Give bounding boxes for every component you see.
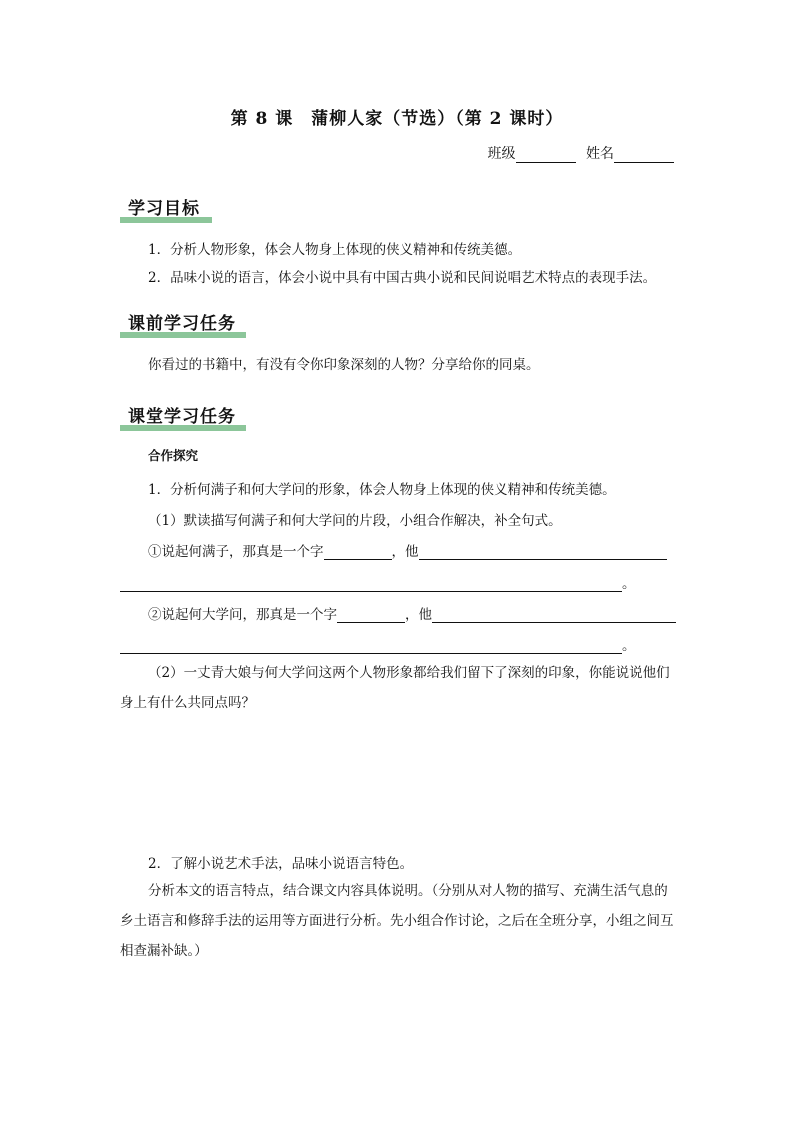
fill1-mid: ，他 [391, 544, 419, 560]
task1-text: 1．分析何满子和何大学问的形象，体会人物身上体现的侠义精神和传统美德。 [148, 482, 616, 498]
goals-heading-text: 学习目标 [128, 199, 200, 219]
student-info-line [488, 143, 674, 163]
fill1-prefix: ①说起何满子，那真是一个字 [148, 544, 324, 560]
fill-line-1-cont [120, 572, 636, 592]
page-title: 第 8 课 蒲柳人家（节选）（第 2 课时） [230, 109, 564, 129]
fill2-prefix: ②说起何大学问，那真是一个字 [148, 607, 337, 623]
inclass-heading-text: 课堂学习任务 [128, 407, 236, 427]
name-label: 姓名 [586, 146, 614, 162]
fill-line-2-cont [120, 634, 636, 654]
subheading-cooperative: 合作探究 [148, 448, 199, 463]
fill-line-1 [148, 540, 667, 560]
fill1-desc-blank[interactable] [419, 545, 667, 560]
task2-text: 2．了解小说艺术手法，品味小说语言特色。 [148, 856, 414, 872]
section-heading-preclass [120, 309, 246, 334]
section-heading-inclass [120, 402, 246, 427]
goal-item: 1．分析人物形象，体会人物身上体现的侠义精神和传统美德。 [148, 242, 522, 258]
fill-line-2 [148, 603, 676, 623]
fill2-char-blank[interactable] [337, 608, 405, 623]
fill1-desc-blank-cont[interactable] [120, 577, 622, 592]
class-label: 班级 [487, 146, 516, 162]
preclass-text: 你看过的书籍中，有没有令你印象深刻的人物？分享给你的同桌。 [148, 357, 540, 373]
fill2-mid: ，他 [405, 607, 432, 623]
task1-2-text: （2）一丈青大娘与何大学问这两个人物形象都给我们留下了深刻的印象，你能说说他们身上有什么共同点吗？ [120, 665, 670, 711]
preclass-heading-text: 课前学习任务 [128, 314, 236, 334]
name-blank[interactable] [614, 148, 674, 163]
fill2-desc-blank[interactable] [432, 608, 676, 623]
fill1-period: 。 [622, 576, 636, 592]
fill2-period: 。 [622, 638, 636, 654]
fill2-desc-blank-cont[interactable] [120, 639, 622, 654]
class-blank[interactable] [516, 148, 576, 163]
task1-1-text: （1）默读描写何满子和何大学问的片段，小组合作解决，补全句式。 [148, 513, 562, 529]
goal-item: 2．品味小说的语言，体会小说中具有中国古典小说和民间说唱艺术特点的表现手法。 [148, 270, 657, 286]
task2-description: 分析本文的语言特点，结合课文内容具体说明。（分别从对人物的描写、充满生活气息的乡土语言和修辞手法的运用等方面进行分析。先小组合作讨论，之后在全班分享，小组之间互相查漏补缺。） [120, 883, 674, 959]
section-heading-goals [120, 194, 212, 219]
fill1-char-blank[interactable] [324, 545, 392, 560]
